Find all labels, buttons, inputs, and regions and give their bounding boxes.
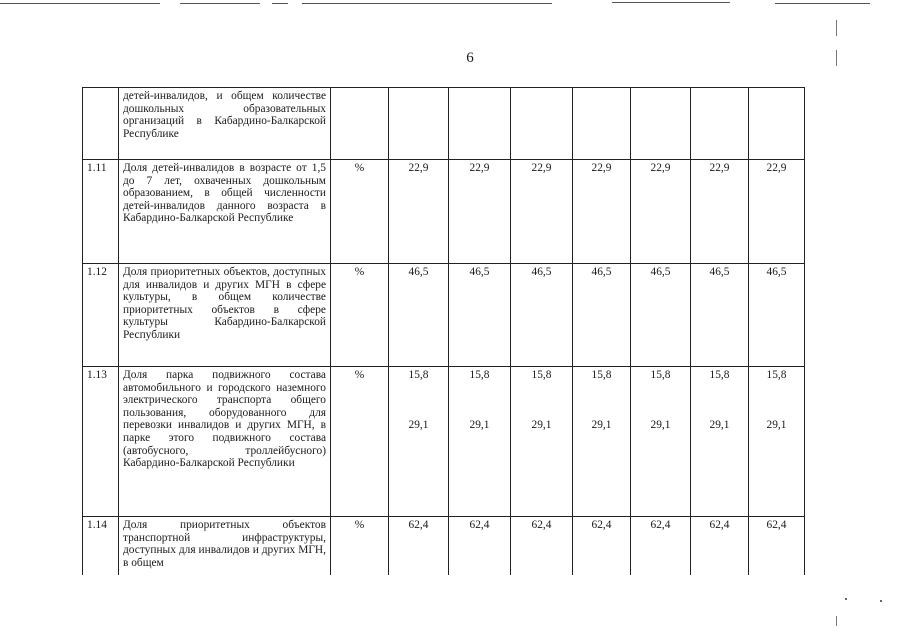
- indicator-name: Доля приоритетных объектов, доступных для инвалидов и других МГН в сфере культуры, в общем количестве приоритетных объектов в сфере культуры Кабардино-Балкарской Республики: [119, 264, 331, 367]
- indicator-name: Доля детей-инвалидов в возрасте от 1,5 до 7 лет, охваченных дошкольным образованием, в общей численности детей-инвалидов данного возраста в Кабардино-Балкарской Республике: [119, 160, 331, 264]
- unit-cell: %: [331, 517, 389, 575]
- table-row: [83, 367, 805, 517]
- table-row: [83, 264, 805, 367]
- value-cell: 62,4: [389, 517, 449, 575]
- unit-cell: %: [331, 264, 389, 367]
- value-second: 29,1: [469, 418, 490, 431]
- value-cell: [511, 367, 573, 517]
- indicator-name: детей-инвалидов, и общем количестве дошкольных образовательных организаций в Кабардино-Балкарской Республике: [119, 88, 331, 160]
- value-cell: [573, 367, 631, 517]
- value-gap: [577, 382, 626, 419]
- value-cell: [389, 88, 449, 160]
- value-cell: 22,9: [449, 160, 511, 264]
- value-first: 15,8: [650, 369, 671, 381]
- value-cell: [749, 88, 805, 160]
- value-cell: 22,9: [691, 160, 749, 264]
- value-cell: 22,9: [631, 160, 691, 264]
- value-first: 15,8: [531, 369, 552, 381]
- unit-cell: %: [331, 367, 389, 517]
- value-cell: [449, 367, 511, 517]
- value-cell: 22,9: [573, 160, 631, 264]
- value-cell: 62,4: [449, 517, 511, 575]
- scan-artifact-line: [775, 3, 870, 4]
- value-gap: [695, 382, 744, 419]
- value-cell: [511, 88, 573, 160]
- table-row: [83, 160, 805, 264]
- unit-cell: %: [331, 160, 389, 264]
- value-second: 29,1: [766, 418, 787, 431]
- value-cell: 62,4: [691, 517, 749, 575]
- value-cell: 46,5: [749, 264, 805, 367]
- row-number: 1.12: [83, 264, 119, 367]
- value-cell: 46,5: [573, 264, 631, 367]
- scan-artifact-line: [302, 3, 552, 4]
- scan-edge-mark: [836, 616, 837, 626]
- row-number: 1.11: [83, 160, 119, 264]
- unit-cell: [331, 88, 389, 160]
- scan-speck: [880, 600, 882, 602]
- value-second: 29,1: [531, 418, 552, 431]
- scan-speck: [845, 598, 847, 600]
- value-cell: [749, 367, 805, 517]
- scan-artifact-line: [272, 3, 288, 4]
- value-first: 15,8: [709, 369, 730, 381]
- value-first: 15,8: [591, 369, 612, 381]
- value-cell: 46,5: [691, 264, 749, 367]
- value-cell: 62,4: [573, 517, 631, 575]
- value-cell: [631, 88, 691, 160]
- value-cell: 22,9: [749, 160, 805, 264]
- value-gap: [635, 382, 686, 419]
- table-row: [83, 88, 805, 160]
- value-cell: 46,5: [389, 264, 449, 367]
- value-cell: [691, 367, 749, 517]
- value-cell: [631, 367, 691, 517]
- value-cell: 62,4: [511, 517, 573, 575]
- scan-edge-mark: [836, 20, 837, 36]
- value-second: 29,1: [709, 418, 730, 431]
- value-first: 15,8: [469, 369, 490, 381]
- value-gap: [515, 382, 568, 419]
- value-cell: [691, 88, 749, 160]
- table-row: [83, 517, 805, 575]
- scan-edge-mark: [836, 50, 837, 66]
- row-number: 1.13: [83, 367, 119, 517]
- value-cell: [449, 88, 511, 160]
- value-cell: 46,5: [631, 264, 691, 367]
- value-cell: 62,4: [631, 517, 691, 575]
- scan-artifact-line: [612, 2, 730, 3]
- value-gap: [453, 382, 506, 419]
- value-second: 29,1: [591, 418, 612, 431]
- value-gap: [393, 382, 444, 419]
- value-cell: 22,9: [389, 160, 449, 264]
- value-second: 29,1: [408, 418, 429, 431]
- value-cell: [573, 88, 631, 160]
- value-second: 29,1: [650, 418, 671, 431]
- value-gap: [753, 382, 800, 419]
- value-cell: 46,5: [511, 264, 573, 367]
- scan-artifact-line: [180, 3, 260, 4]
- row-number: [83, 88, 119, 160]
- value-cell: 22,9: [511, 160, 573, 264]
- indicator-name: Доля приоритетных объектов транспортной инфраструктуры, доступных для инвалидов и других МГН, в общем: [119, 517, 331, 575]
- value-cell: 62,4: [749, 517, 805, 575]
- indicator-table: [82, 87, 805, 575]
- value-cell: [389, 367, 449, 517]
- page-number: 6: [466, 50, 474, 66]
- row-number: 1.14: [83, 517, 119, 575]
- value-first: 15,8: [766, 369, 787, 381]
- scan-artifact-line: [0, 3, 160, 4]
- indicator-name: Доля парка подвижного состава автомобильного и городского наземного электрического транспорта общего пользования, оборудованного для перевозки инвалидов и других МГН, в парке этого подвижного состава (автобусного, троллейбусного) Кабардино-Балкарской Республики: [119, 367, 331, 517]
- value-first: 15,8: [408, 369, 429, 381]
- value-cell: 46,5: [449, 264, 511, 367]
